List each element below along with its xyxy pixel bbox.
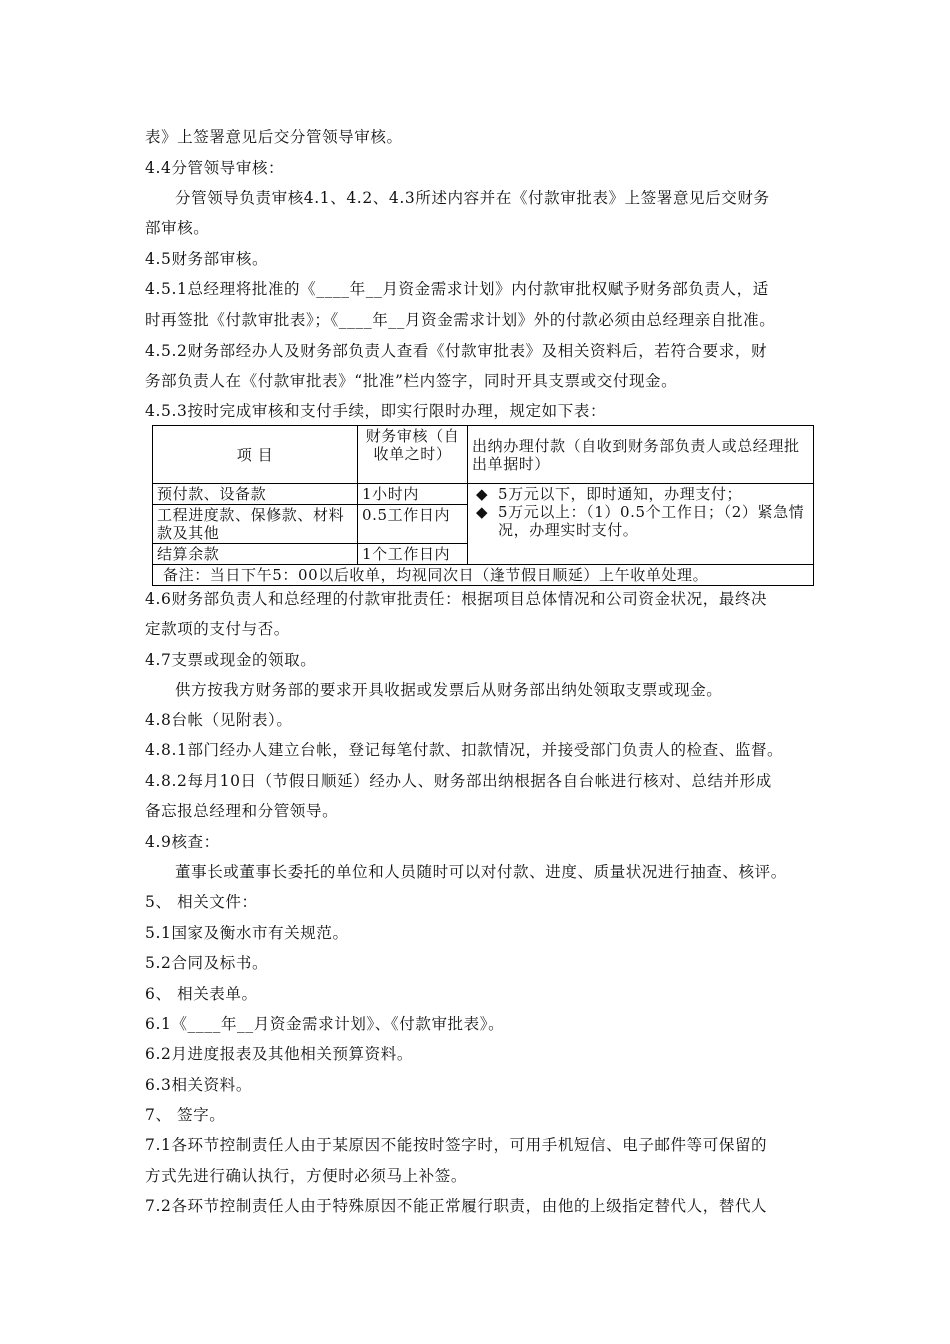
table-note-row xyxy=(153,565,814,586)
section-heading-7: 7、 签字。 xyxy=(145,1106,226,1124)
text-line: 定款项的支付与否。 xyxy=(145,620,290,638)
diamond-bullet-icon: ◆ xyxy=(476,485,489,503)
text-line: 5.2合同及标书。 xyxy=(145,954,269,972)
table-note: 备注：当日下午5：00以后收单，均视同次日（逢节假日顺延）上午收单处理。 xyxy=(153,565,814,586)
cashier-rules-cell xyxy=(468,484,814,565)
text-line: 方式先进行确认执行，方便时必须马上补签。 xyxy=(145,1167,468,1185)
row-finance: 1小时内 xyxy=(358,484,468,505)
row-item: 结算余款 xyxy=(153,544,358,565)
text-line: 分管领导负责审核4.1、4.2、4.3所述内容并在《付款审批表》上签署意见后交财务 xyxy=(175,189,770,207)
section-heading-4-8: 4.8台帐（见附表）。 xyxy=(145,711,293,729)
text-line: 供方按我方财务部的要求开具收据或发票后从财务部出纳处领取支票或现金。 xyxy=(175,681,723,699)
cashier-rule-text: 5万元以上：（1）0.5个工作日；（2）紧急情况，办理实时支付。 xyxy=(498,503,805,539)
section-heading-4-5: 4.5财务部审核。 xyxy=(145,250,269,268)
cashier-rule xyxy=(472,503,809,539)
cashier-rule xyxy=(472,485,809,503)
text-line: 6.3相关资料。 xyxy=(145,1076,252,1094)
row-item: 预付款、设备款 xyxy=(153,484,358,505)
text-line: 4.8.2每月10日（节假日顺延）经办人、财务部出纳根据各自台帐进行核对、总结并形成 xyxy=(145,772,772,790)
text-line: 7.2各环节控制责任人由于特殊原因不能正常履行职责，由他的上级指定替代人，替代人 xyxy=(145,1197,768,1215)
section-heading-4-7: 4.7支票或现金的领取。 xyxy=(145,651,317,669)
text-line: 4.5.2财务部经办人及财务部负责人查看《付款审批表》及相关资料后，若符合要求，财 xyxy=(145,342,768,360)
table-header-row xyxy=(153,426,814,484)
text-line: 4.5.3按时完成审核和支付手续，即实行限时办理，规定如下表： xyxy=(145,402,607,420)
text-line: 表》上签署意见后交分管领导审核。 xyxy=(145,128,403,146)
header-item: 项 目 xyxy=(153,426,358,484)
section-heading-4-9: 4.9核查： xyxy=(145,833,220,851)
section-heading-6: 6、 相关表单。 xyxy=(145,985,258,1003)
text-line: 部审核。 xyxy=(145,219,210,237)
text-line: 7.1各环节控制责任人由于某原因不能按时签字时，可用手机短信、电子邮件等可保留的 xyxy=(145,1136,768,1154)
section-heading-4-4: 4.4分管领导审核： xyxy=(145,159,285,177)
text-line: 时再签批《付款审批表》；《____年__月资金需求计划》外的付款必须由总经理亲自批准。 xyxy=(145,311,776,329)
time-limit-table xyxy=(152,425,814,586)
header-cashier: 出纳办理付款（自收到财务部负责人或总经理批出单据时） xyxy=(468,426,814,484)
text-line: 备忘报总经理和分管领导。 xyxy=(145,802,339,820)
text-line: 4.8.1部门经办人建立台帐，登记每笔付款、扣款情况，并接受部门负责人的检查、监督。 xyxy=(145,741,784,759)
table-row xyxy=(153,484,814,505)
text-line: 务部负责人在《付款审批表》“批准”栏内签字，同时开具支票或交付现金。 xyxy=(145,372,678,390)
cashier-rule-text: 5万元以下，即时通知，办理支付； xyxy=(498,485,743,503)
text-line: 6.1《____年__月资金需求计划》、《付款审批表》。 xyxy=(145,1015,505,1033)
text-line: 董事长或董事长委托的单位和人员随时可以对付款、进度、质量状况进行抽查、核评。 xyxy=(175,863,787,881)
section-heading-4-6: 4.6财务部负责人和总经理的付款审批责任：根据项目总体情况和公司资金状况，最终决 xyxy=(145,590,768,608)
text-line: 5.1国家及衡水市有关规范。 xyxy=(145,924,349,942)
section-heading-5: 5、 相关文件： xyxy=(145,893,258,911)
header-finance: 财务审核（自收单之时） xyxy=(358,426,468,484)
row-finance: 1个工作日内 xyxy=(358,544,468,565)
row-finance: 0.5工作日内 xyxy=(358,505,468,544)
text-line: 6.2月进度报表及其他相关预算资料。 xyxy=(145,1045,413,1063)
diamond-bullet-icon: ◆ xyxy=(476,503,489,521)
row-item: 工程进度款、保修款、材料款及其他 xyxy=(153,505,358,544)
text-line: 4.5.1总经理将批准的《____年__月资金需求计划》内付款审批权赋予财务部负责人，适 xyxy=(145,280,769,298)
